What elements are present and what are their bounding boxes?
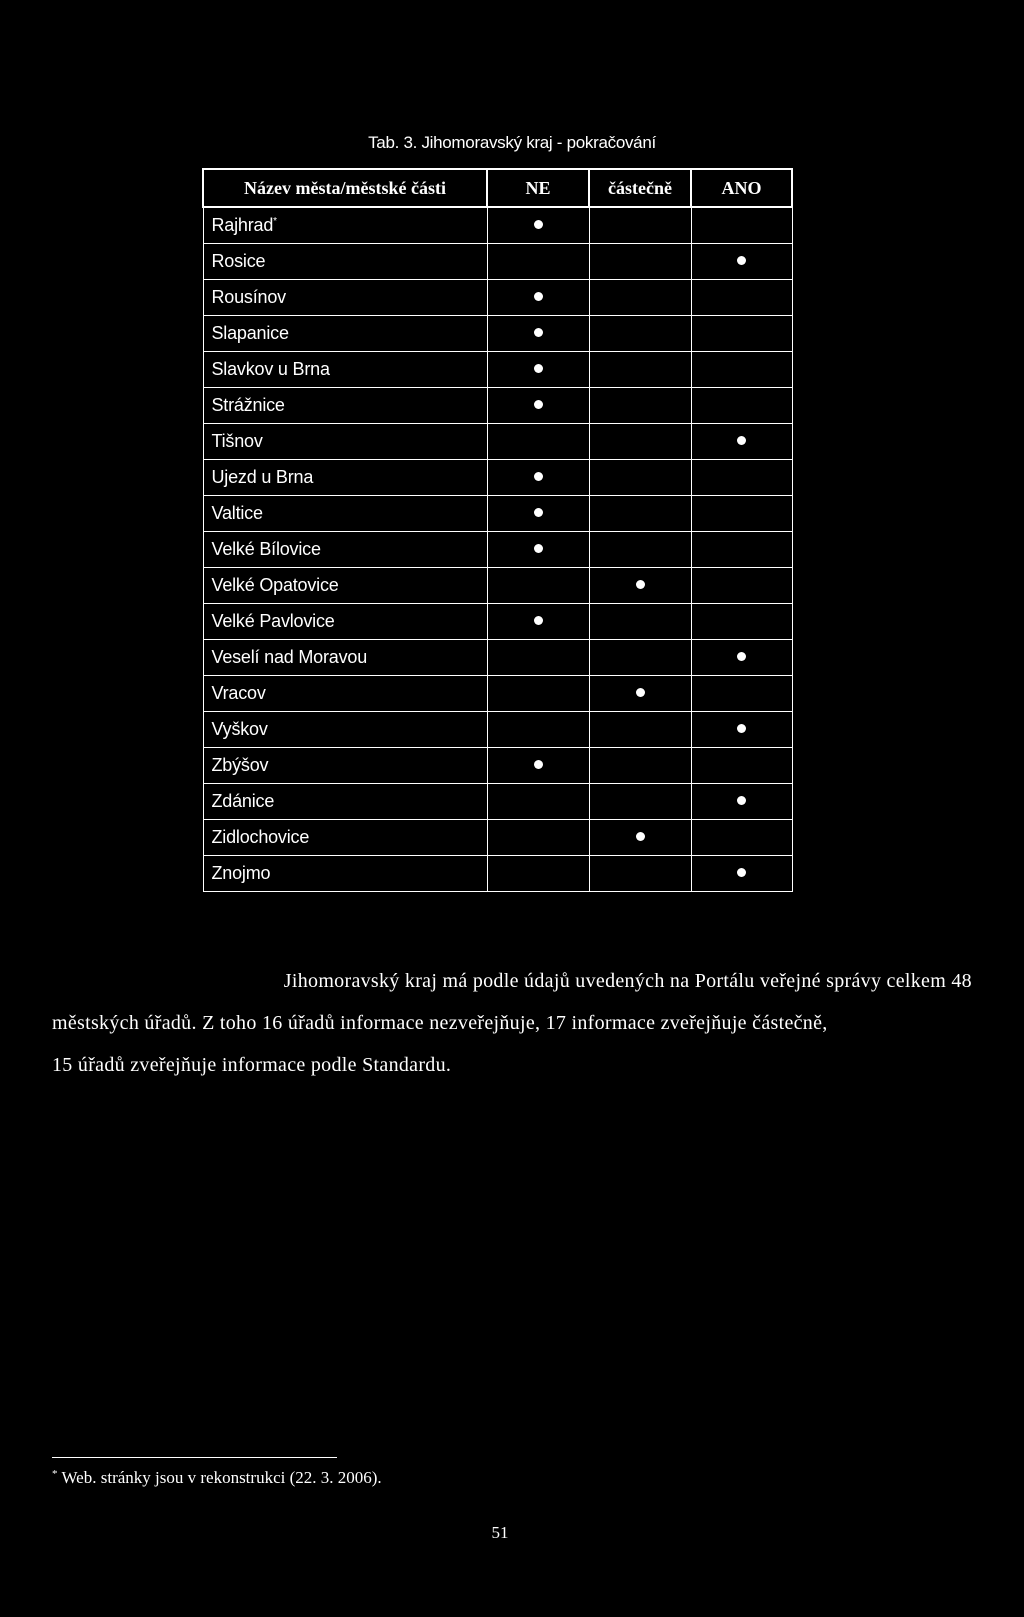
cell-ne	[487, 423, 589, 459]
cell-castecne	[589, 243, 691, 279]
cell-castecne	[589, 567, 691, 603]
city-name-cell	[203, 459, 487, 495]
city-name: Zidlochovice	[211, 826, 310, 847]
city-name-cell	[203, 675, 487, 711]
cell-ano	[691, 819, 792, 855]
header-ne: NE	[487, 169, 589, 207]
table-row	[203, 567, 792, 603]
city-name: Velké Pavlovice	[211, 610, 335, 631]
cell-ano	[691, 855, 792, 891]
table-row	[203, 711, 792, 747]
cell-ne	[487, 315, 589, 351]
table-row	[203, 315, 792, 351]
table-body	[203, 207, 792, 891]
city-name: Rousínov	[211, 286, 286, 307]
cell-ne	[487, 603, 589, 639]
footnote-divider	[52, 1457, 337, 1458]
bullet-icon	[534, 364, 543, 373]
city-name-cell	[203, 819, 487, 855]
footnote-text: Web. stránky jsou v rekonstrukci (22. 3. 2006).	[61, 1468, 382, 1487]
cell-ano	[691, 783, 792, 819]
cell-ano	[691, 459, 792, 495]
city-name-cell	[203, 279, 487, 315]
cell-ne	[487, 639, 589, 675]
cell-castecne	[589, 459, 691, 495]
page-number: 51	[491, 1523, 509, 1542]
city-name: Zbýšov	[211, 754, 269, 775]
cell-ne	[487, 243, 589, 279]
bullet-icon	[737, 868, 746, 877]
cell-ne	[487, 819, 589, 855]
footnote	[52, 1468, 382, 1488]
cell-castecne	[589, 279, 691, 315]
city-name: Tišnov	[211, 430, 263, 451]
cell-castecne	[589, 603, 691, 639]
table-row	[203, 855, 792, 891]
bullet-icon	[737, 796, 746, 805]
cell-ano	[691, 495, 792, 531]
cell-ne	[487, 207, 589, 243]
table-row	[203, 639, 792, 675]
summary-line-3: 15 úřadů zveřejňuje informace podle Standardu.	[52, 1054, 452, 1076]
table-row	[203, 747, 792, 783]
cell-castecne	[589, 531, 691, 567]
cell-ano	[691, 315, 792, 351]
bullet-icon	[534, 544, 543, 553]
table-row	[203, 675, 792, 711]
table-row	[203, 243, 792, 279]
bullet-icon	[636, 832, 645, 841]
bullet-icon	[534, 760, 543, 769]
city-name: Rosice	[211, 250, 266, 271]
city-name: Strážnice	[211, 394, 285, 415]
bullet-icon	[636, 688, 645, 697]
cell-ano	[691, 747, 792, 783]
cell-ano	[691, 351, 792, 387]
table-row	[203, 351, 792, 387]
cell-ne	[487, 711, 589, 747]
cell-castecne	[589, 315, 691, 351]
table-row	[203, 819, 792, 855]
cell-ne	[487, 783, 589, 819]
summary-paragraph	[52, 960, 972, 1086]
city-name: Slavkov u Brna	[211, 358, 330, 379]
city-name: Slapanice	[211, 322, 289, 343]
cell-ano	[691, 387, 792, 423]
cell-ano	[691, 531, 792, 567]
cell-ne	[487, 495, 589, 531]
cell-ne	[487, 675, 589, 711]
bullet-icon	[534, 616, 543, 625]
city-name: Velké Bílovice	[211, 538, 321, 559]
cell-ne	[487, 387, 589, 423]
cell-castecne	[589, 639, 691, 675]
city-name: Zdánice	[211, 790, 275, 811]
bullet-icon	[534, 292, 543, 301]
cell-ano	[691, 243, 792, 279]
cell-ano	[691, 279, 792, 315]
header-name: Název města/městské části	[203, 169, 487, 207]
table-row	[203, 783, 792, 819]
table-row	[203, 531, 792, 567]
cell-ano	[691, 603, 792, 639]
city-name-cell	[203, 243, 487, 279]
cell-ne	[487, 531, 589, 567]
header-castecne: částečně	[589, 169, 691, 207]
city-name-cell	[203, 567, 487, 603]
city-name-cell	[203, 351, 487, 387]
cell-castecne	[589, 351, 691, 387]
cell-castecne	[589, 747, 691, 783]
city-name: Valtice	[211, 502, 263, 523]
cell-ne	[487, 747, 589, 783]
table-row	[203, 387, 792, 423]
cell-ano	[691, 423, 792, 459]
results-table	[202, 168, 793, 892]
cell-ne	[487, 279, 589, 315]
city-name-cell	[203, 855, 487, 891]
cell-ano	[691, 711, 792, 747]
cell-castecne	[589, 783, 691, 819]
bullet-icon	[534, 220, 543, 229]
table-row	[203, 495, 792, 531]
table-caption: Tab. 3. Jihomoravský kraj - pokračování	[368, 133, 656, 152]
bullet-icon	[636, 580, 645, 589]
city-name-cell	[203, 423, 487, 459]
cell-ne	[487, 567, 589, 603]
bullet-icon	[534, 400, 543, 409]
city-name-cell	[203, 495, 487, 531]
city-name: Znojmo	[211, 862, 271, 883]
cell-castecne	[589, 819, 691, 855]
cell-ne	[487, 351, 589, 387]
table-row	[203, 423, 792, 459]
city-name-cell	[203, 783, 487, 819]
city-name: Vyškov	[211, 718, 268, 739]
cell-castecne	[589, 423, 691, 459]
bullet-icon	[534, 472, 543, 481]
cell-castecne	[589, 711, 691, 747]
city-name-cell	[203, 603, 487, 639]
city-name: Ujezd u Brna	[211, 466, 314, 487]
bullet-icon	[737, 652, 746, 661]
bullet-icon	[737, 436, 746, 445]
city-name-cell	[203, 387, 487, 423]
city-name: Veselí nad Moravou	[211, 646, 367, 667]
cell-ano	[691, 567, 792, 603]
city-name-cell	[203, 207, 487, 243]
cell-ne	[487, 459, 589, 495]
city-name-cell	[203, 747, 487, 783]
bullet-icon	[737, 724, 746, 733]
footnote-reference: *	[273, 215, 277, 227]
city-name: Velké Opatovice	[211, 574, 339, 595]
cell-castecne	[589, 387, 691, 423]
bullet-icon	[534, 328, 543, 337]
city-name-cell	[203, 711, 487, 747]
summary-line-1: Jihomoravský kraj má podle údajů uvedených na Portálu veřejné správy celkem 48	[283, 970, 972, 992]
bullet-icon	[737, 256, 746, 265]
cell-ano	[691, 675, 792, 711]
city-name: Rajhrad	[211, 214, 274, 235]
cell-castecne	[589, 675, 691, 711]
table-row	[203, 459, 792, 495]
table-row	[203, 603, 792, 639]
cell-ne	[487, 855, 589, 891]
city-name-cell	[203, 531, 487, 567]
bullet-icon	[534, 508, 543, 517]
cell-castecne	[589, 495, 691, 531]
cell-ano	[691, 207, 792, 243]
footnote-mark: *	[52, 1468, 58, 1480]
cell-castecne	[589, 855, 691, 891]
table-row	[203, 279, 792, 315]
city-name: Vracov	[211, 682, 266, 703]
city-name-cell	[203, 315, 487, 351]
table-header-row	[203, 169, 792, 207]
header-ano: ANO	[691, 169, 792, 207]
city-name-cell	[203, 639, 487, 675]
cell-ano	[691, 639, 792, 675]
summary-line-2: městských úřadů. Z toho 16 úřadů informace nezveřejňuje, 17 informace zveřejňuje částečně,	[52, 1012, 828, 1034]
cell-castecne	[589, 207, 691, 243]
table-row	[203, 207, 792, 243]
